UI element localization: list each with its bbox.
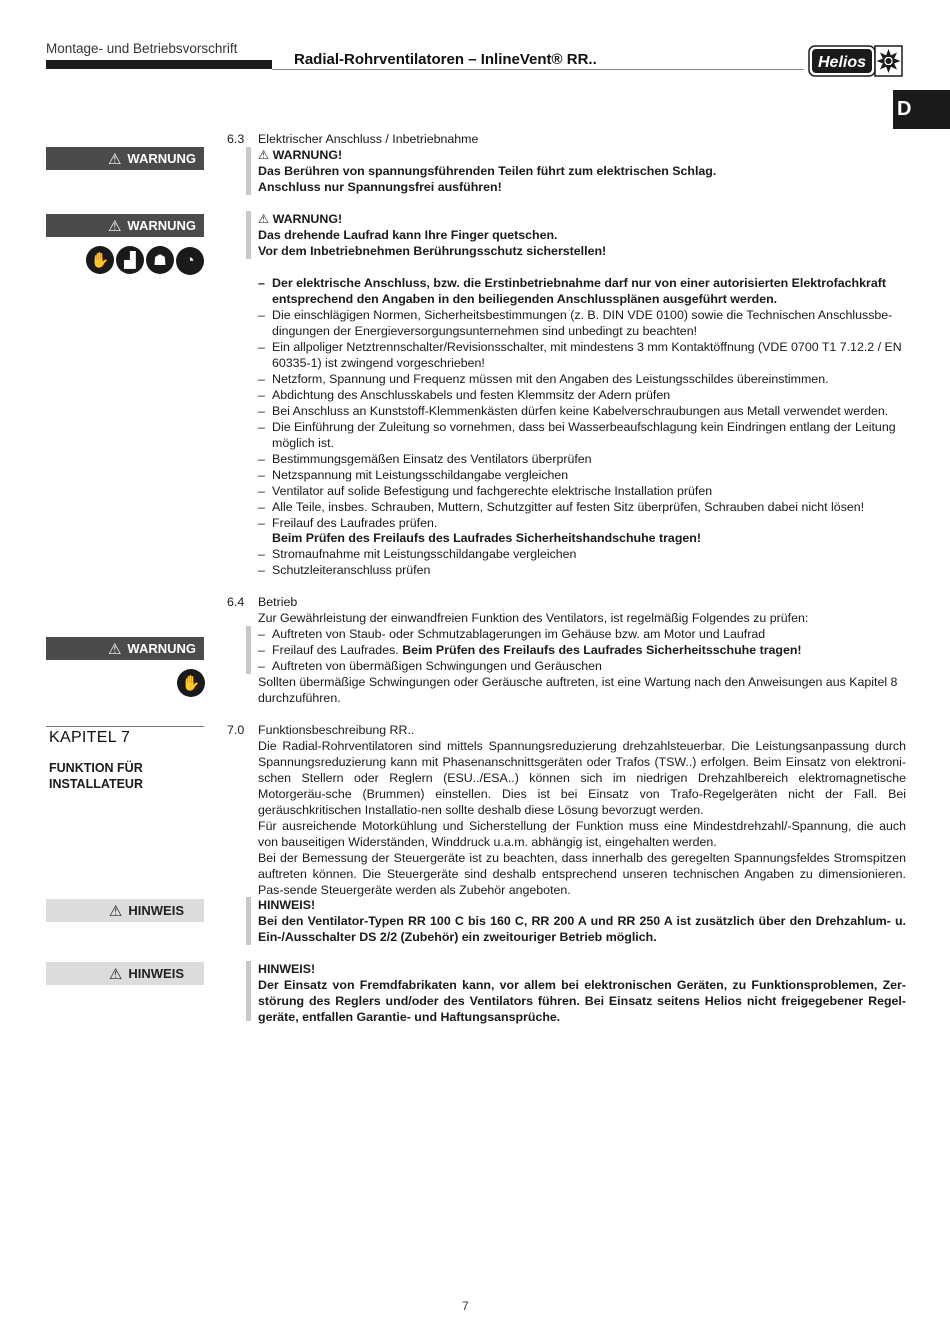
ppe-glove: [175, 669, 205, 697]
list-item: – Bei Anschluss an Kunststoff-Klemmenkästen dürfen keine Kabelverschraubungen aus Metall verwendet werden.: [258, 403, 906, 419]
hint-bar: [246, 961, 251, 1021]
list-item: – Netzform, Spannung und Frequenz müssen mit den Angaben des Leistungsschildes übereinstimmen.: [258, 371, 906, 387]
warning-block-1: [258, 147, 906, 195]
list-item: – Freilauf des Laufrades prüfen.: [258, 515, 906, 531]
warning-triangle-icon: ⚠: [108, 965, 123, 983]
hint-block-1: [258, 897, 906, 945]
warning-bar: [246, 211, 251, 259]
glove-icon: ✋: [177, 669, 205, 697]
warning-text: Vor dem Inbetriebnehmen Berührungsschutz sicherstellen!: [258, 244, 607, 258]
list-item: – Abdichtung des Anschlusskabels und festen Klemmsitz der Adern prüfen: [258, 387, 906, 403]
paragraph: Für ausreichende Motorkühlung und Sicherstellung der Funktion muss eine Mindestdrehzahl/-Spannung, die auch von bauseitigen Widerständen, Winddruck u.a.m. abhängig ist, eingehalten werden.: [258, 819, 906, 849]
warning-triangle-icon: ⚠: [107, 640, 122, 658]
list-item: – Alle Teile, insbes. Schrauben, Muttern, Schutzgitter auf festen Sitz überprüfen, Schrauben dabei nicht lösen!: [258, 499, 906, 515]
face-protection-icon: ◔: [176, 247, 204, 275]
list-item-text: Freilauf des Laufrades.: [272, 643, 403, 657]
header-title: Radial-Rohrventilatoren – InlineVent® RR..: [294, 51, 597, 68]
hint-heading: HINWEIS!: [258, 962, 316, 976]
section-title: Elektrischer Anschluss / Inbetriebnahme: [258, 132, 479, 146]
protective-suit-icon: ☗: [146, 246, 174, 274]
header-bar: [46, 60, 272, 69]
warning-label-text: WARNUNG: [127, 218, 196, 233]
ppe-icons: [84, 246, 206, 275]
checklist-6-3: [258, 275, 906, 531]
hint-text: Bei den Ventilator-Typen RR 100 C bis 160 C, RR 200 A und RR 250 A ist zusätzlich über den Drehzahlum- u. Ein-/Ausschalter DS 2/2 (Zubehör) ein zweitouriger Betrieb möglich.: [258, 914, 906, 944]
chapter-rule: [46, 726, 204, 727]
list-item: – Der elektrische Anschluss, bzw. die Erstinbetriebnahme darf nur von einer autorisierten Elektrofachkraft entsprechend den Angaben in den beiliegenden Anschlussplänen ausgeführt werden.: [258, 275, 906, 307]
list-item: – Die Einführung der Zuleitung so vornehmen, dass bei Wasserbeaufschlagung kein Eindringen entlang der Leitung möglich ist.: [258, 419, 906, 451]
list-item: – Bestimmungsgemäßen Einsatz des Ventilators überprüfen: [258, 451, 906, 467]
hint-text: Der Einsatz von Fremdfabrikaten kann, vor allem bei elektronischen Geräten, zu Funktionsproblemen, Zer-störung des Reglers und/oder des Ventilators führen. Bei Einsatz seitens Helios nicht freigegebener Regel-geräte, entfallen Garantie- und Haftungsansprüche.: [258, 978, 906, 1024]
section-number: 6.4: [227, 595, 245, 609]
section-intro: Zur Gewährleistung der einwandfreien Funktion des Ventilators, ist regelmäßig Folgendes zu prüfen:: [258, 611, 809, 625]
paragraph: Bei der Bemessung der Steuergeräte ist zu beachten, dass innerhalb des geregelten Spannungsfeldes Stromspitzen auftreten können. Die Steuergeräte sind deshalb entsprechend unseren technischen Angaben zu dimensionieren. Pas-sende Steuergeräte werden als Zubehör angeboten.: [258, 851, 906, 897]
section-outro: Sollten übermäßige Schwingungen oder Geräusche auftreten, ist eine Wartung nach den Anweisungen aus Kapitel 8 durchzuführen.: [258, 675, 898, 705]
warning-heading: WARNUNG!: [272, 212, 343, 226]
warning-text: Anschluss nur Spannungsfrei ausführen!: [258, 180, 502, 194]
gloves-icon: ✋: [86, 246, 114, 274]
hint-heading: HINWEIS!: [258, 898, 316, 912]
language-tab: D: [893, 90, 950, 129]
list-item: [258, 642, 906, 658]
warning-text: Das Berühren von spannungsführenden Teilen führt zum elektrischen Schlag.: [258, 164, 717, 178]
checklist-6-4: [258, 626, 906, 674]
warning-bar: [246, 147, 251, 195]
chapter-subtitle: FUNKTION FÜR INSTALLATEUR: [49, 761, 143, 791]
section-number: 6.3: [227, 132, 245, 146]
hint-bar: [246, 897, 251, 945]
warning-triangle-icon: ⚠: [258, 148, 270, 162]
hint-label-text: HINWEIS: [128, 966, 184, 981]
warning-label: [46, 214, 204, 237]
warning-label-text: WARNUNG: [127, 151, 196, 166]
warning-label: [46, 147, 204, 170]
list-item: – Schutzleiteranschluss prüfen: [258, 562, 906, 578]
paragraph: Die Radial-Rohrventilatoren sind mittels Spannungsreduzierung drehzahlsteuerbar. Die Leistungsanpassung durch Spannungsreduzierung kann mit Phasenanschnittsgeräten oder Trafos (TSW..) erfolgen. Beim Einsatz von elektroni-schen Stellern oder Reglern (ESU../ESA..) können sich im niedrigen Drehzahlbereich elektromagnetische Motorgeräu-sche (Brummen) einstellen. Dies ist bei Einsatz von Trafo-Regelgeräten nicht der Fall. Bei geräuschkritischen Installatio-nen sollte deshalb diese Lösung bevorzugt werden.: [258, 739, 906, 817]
boots-icon: ▟: [116, 246, 144, 274]
warning-triangle-icon: ⚠: [107, 217, 122, 235]
list-item: – Auftreten von Staub- oder Schmutzablagerungen im Gehäuse bzw. am Motor und Laufrad: [258, 626, 906, 642]
section-number: 7.0: [227, 723, 245, 737]
hint-block-2: [258, 961, 906, 1025]
list-item: – Ein allpoliger Netztrennschalter/Revisionsschalter, mit mindestens 3 mm Kontaktöffnung (VDE 0700 T1 7.12.2 / EN 60335-1) ist zwingend vorgeschrieben!: [258, 339, 906, 371]
section-title: Betrieb: [258, 595, 298, 609]
warning-text: Das drehende Laufrad kann Ihre Finger quetschen.: [258, 228, 558, 242]
hint-label-text: HINWEIS: [128, 903, 184, 918]
list-item: – Netzspannung mit Leistungsschildangabe vergleichen: [258, 467, 906, 483]
warning-label-text: WARNUNG: [127, 641, 196, 656]
warning-bar: [246, 626, 251, 674]
warning-triangle-icon: ⚠: [108, 902, 123, 920]
list-item: – Stromaufnahme mit Leistungsschildangabe vergleichen: [258, 546, 906, 562]
logo-text: Helios: [817, 54, 867, 71]
list-item: – Ventilator auf solide Befestigung und fachgerechte elektrische Installation prüfen: [258, 483, 906, 499]
header-rule: [272, 69, 804, 70]
warning-triangle-icon: ⚠: [107, 150, 122, 168]
list-item: – Die einschlägigen Normen, Sicherheitsbestimmungen (z. B. DIN VDE 0100) sowie die Technischen Anschlussbe-dingungen der Energieversorgungsunternehmen sind unbedingt zu beachten!: [258, 307, 906, 339]
helios-logo: [808, 45, 903, 77]
hint-label: [46, 962, 204, 985]
warning-triangle-icon: ⚠: [258, 212, 270, 226]
header-doc-type: Montage- und Betriebsvorschrift: [46, 41, 238, 56]
hint-label: [46, 899, 204, 922]
warning-label: [46, 637, 204, 660]
section-title: Funktionsbeschreibung RR..: [258, 723, 415, 737]
list-item-bold: Beim Prüfen des Freilaufs des Laufrades Sicherheitsschuhe tragen!: [402, 643, 802, 657]
safety-note: Beim Prüfen des Freilaufs des Laufrades Sicherheitshandschuhe tragen!: [272, 531, 701, 545]
list-item: – Auftreten von übermäßigen Schwingungen und Geräuschen: [258, 658, 906, 674]
chapter-title: KAPITEL 7: [49, 729, 131, 746]
warning-block-2: [258, 211, 906, 259]
warning-heading: WARNUNG!: [272, 148, 343, 162]
checklist-6-3-cont: [258, 546, 906, 578]
page-number: 7: [462, 1299, 469, 1313]
